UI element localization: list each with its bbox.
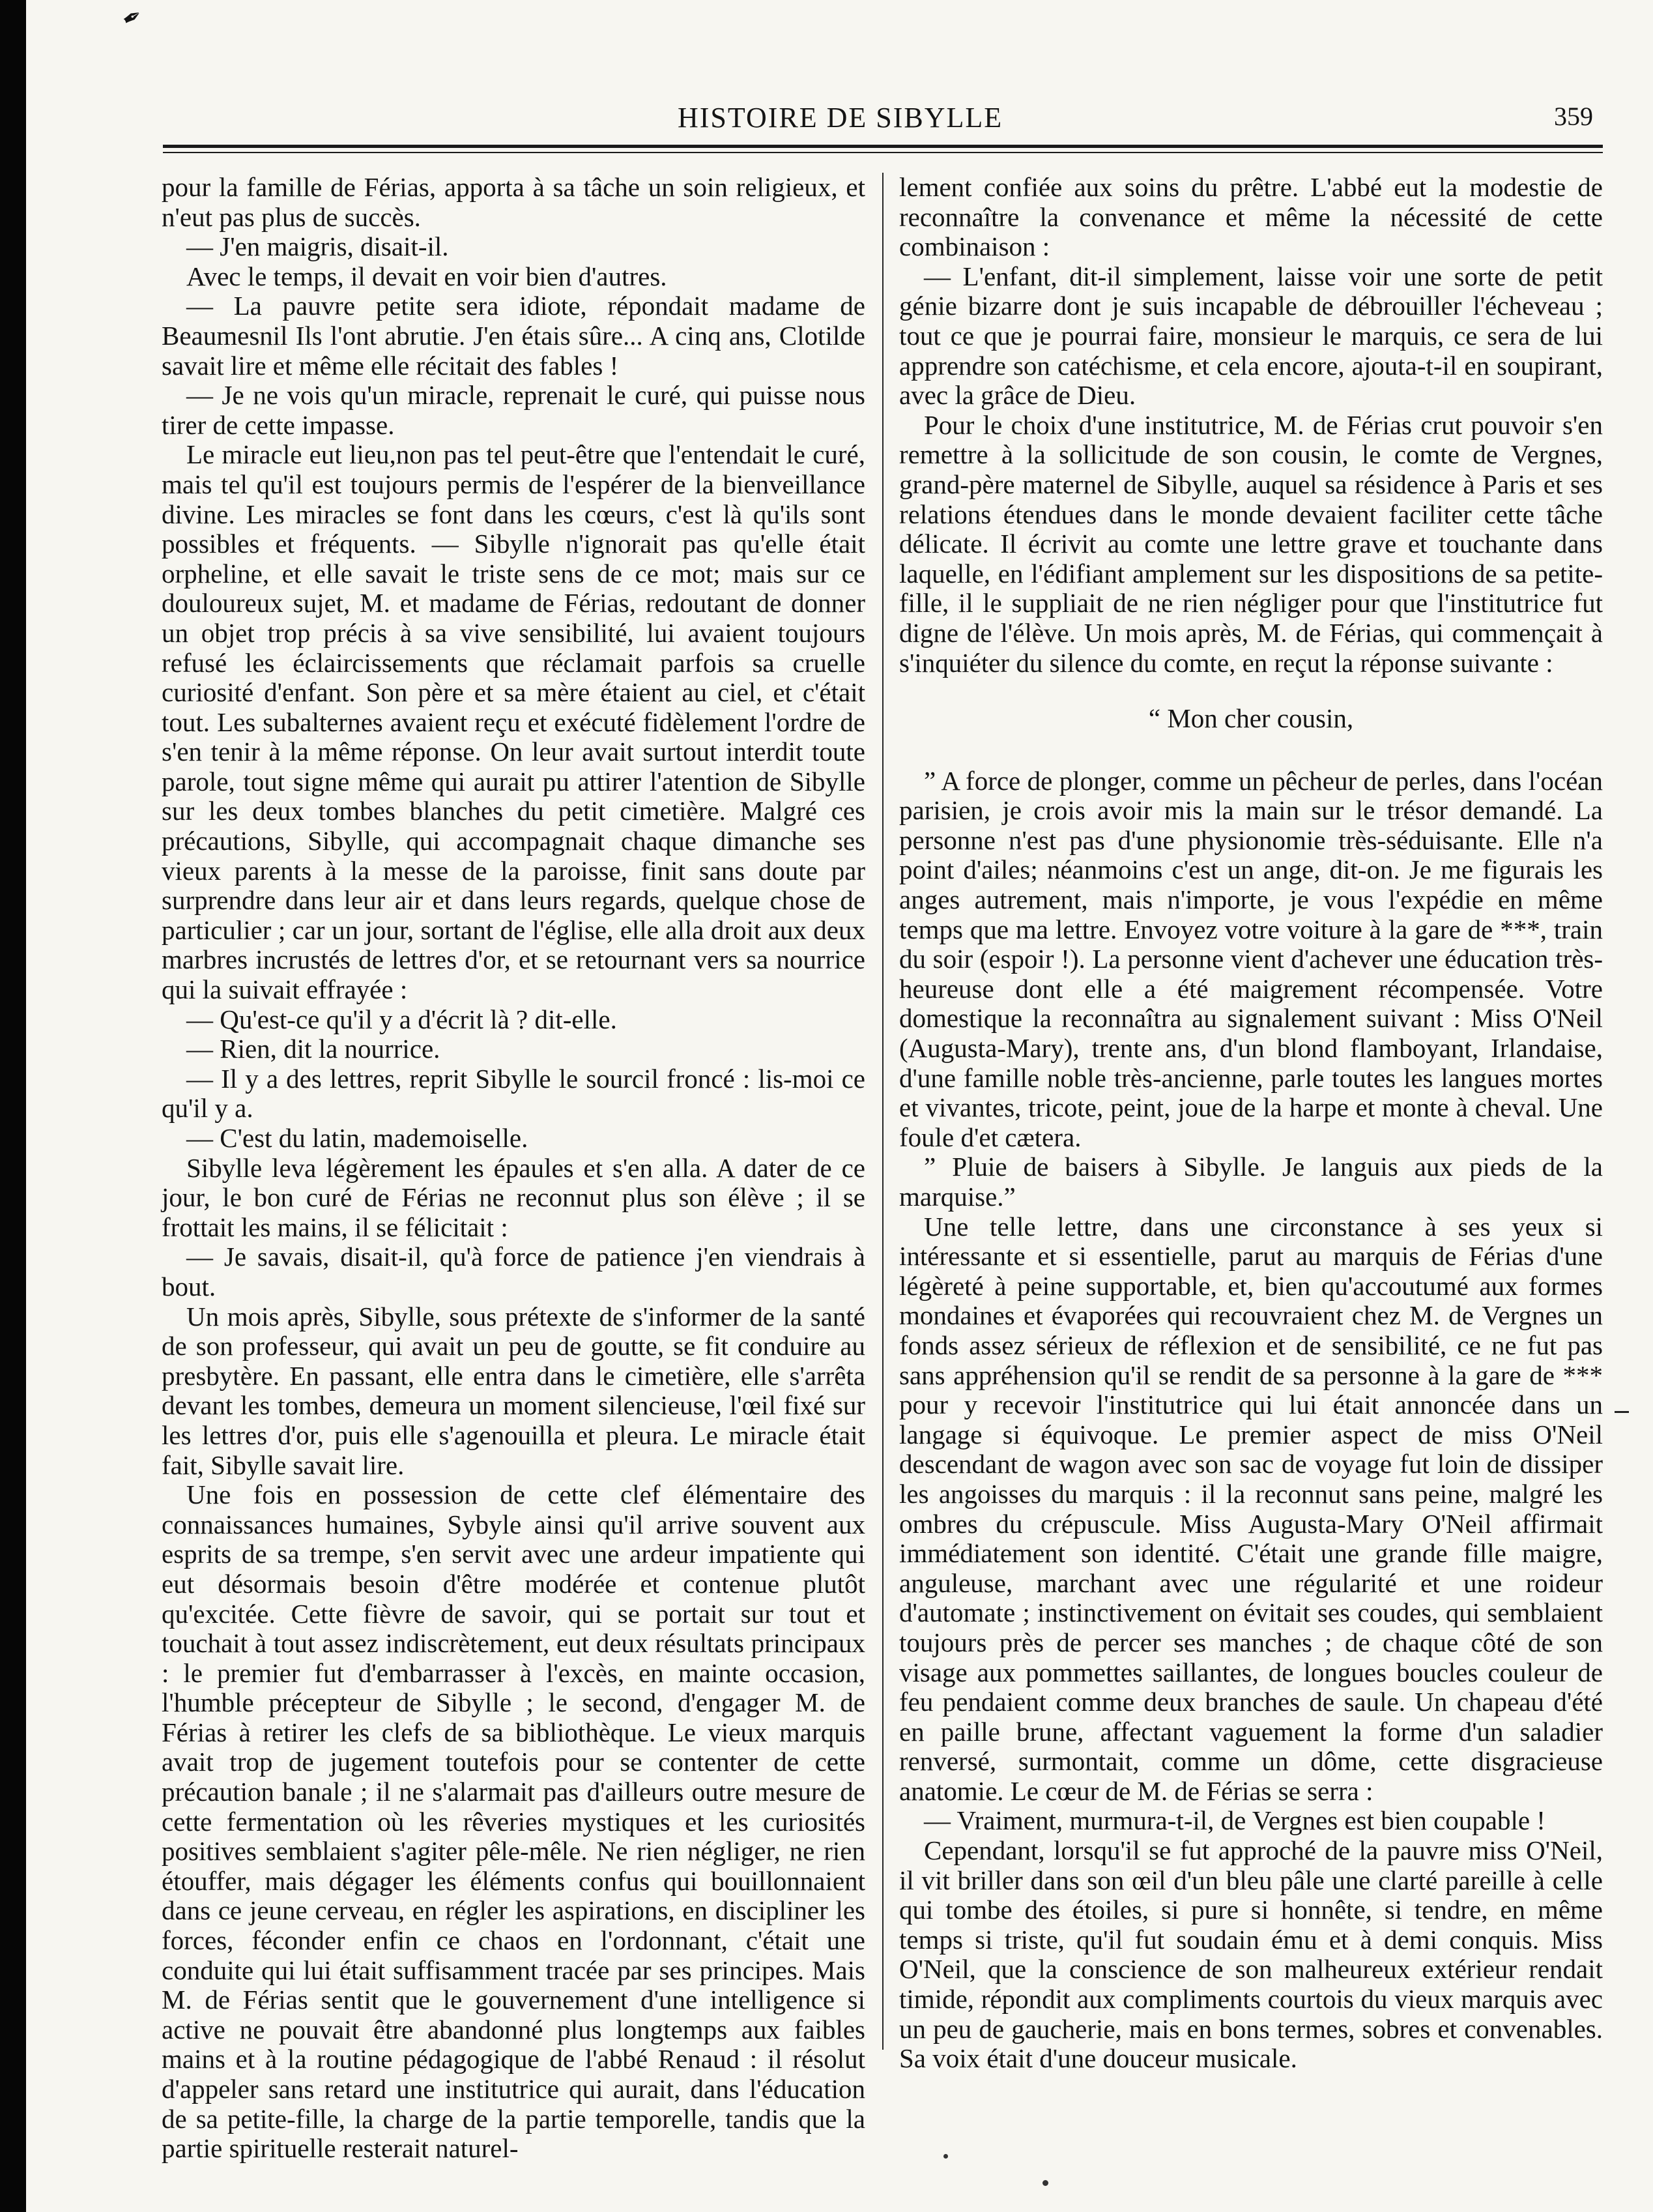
- paragraph: — Je savais, disait-il, qu'à force de patience j'en viendrais à bout.: [162, 1242, 865, 1302]
- paragraph: Une telle lettre, dans une circonstance à ses yeux si intéressante et si essentielle, parut au marquis de Férias d'une légèreté à peine supportable, et, bien qu'accoutumé aux formes mondaines et évaporées qui recouvraient chez M. de Vergnes un fonds assez sérieux de réflexion et de sensibilité, ce ne fut pas sans appréhension qu'il se rendit de sa personne à la gare de *** pour y recevoir l'institutrice qui lui était annoncée dans un langage si équivoque. Le premier aspect de miss O'Neil descendant de wagon avec son sac de voyage fut loin de dissiper les angoisses du marquis : il la reconnut sans peine, malgré les ombres du crépuscule. Miss Augusta-Mary O'Neil affirmait immédiatement son identité. C'était une grande fille maigre, anguleuse, marchant avec une régularité et une roideur d'automate ; instinctivement on évitait ses coudes, qui semblaient toujours près de percer ses manches ; de chaque côté de son visage aux pommettes saillantes, de longues boucles couleur de feu pendaient comme deux branches de saule. Un chapeau d'été en paille brune, affectant vaguement la forme d'un saladier renversé, surmontait, comme un dôme, cette disgracieuse anatomie. Le cœur de M. de Férias se serra :: [899, 1211, 1603, 1806]
- header-rule-thin: [163, 152, 1603, 153]
- paragraph: pour la famille de Férias, apporta à sa tâche un soin religieux, et n'eut pas plus de succès.: [162, 172, 865, 232]
- paragraph: — C'est du latin, mademoiselle.: [186, 1123, 528, 1153]
- letter-body: ” A force de plonger, comme un pêcheur de perles, dans l'océan parisien, je crois avoir mis la main sur le trésor demandé. La personne n'est pas d'une physionomie très-séduisante. Elle n'a point d'ailes; néanmoins c'est un ange, dit-on. Je me figurais les anges autrement, mais n'importe, je vous l'expédie en même temps que ma lettre. Envoyez votre voiture à la gare de ***, train du soir (espoir !). La personne vient d'achever une éducation très-heureuse dont elle a été maigrement récompensée. Votre domestique la reconnaîtra au signalement suivant : Miss O'Neil (Augusta-Mary), trente ans, d'un blond flamboyant, Irlandaise, d'une famille noble très-ancienne, parle toutes les langues mortes et vivantes, tricote, peint, joue de la harpe et monte à cheval. Une foule d'et cætera.: [899, 765, 1603, 1152]
- paragraph: Sibylle leva légèrement les épaules et s'en alla. A dater de ce jour, le bon curé de Férias ne reconnut plus son élève ; il se frottait les mains, il se félicitait :: [162, 1152, 865, 1242]
- paragraph: Cependant, lorsqu'il se fut approché de la pauvre miss O'Neil, il vit briller dans son œil d'un bleu pâle une clarté pareille à celle qui tombe des étoiles, si pure si honnête, si tendre, en même temps si triste, qu'il fut soudain ému et à demi conquis. Miss O'Neil, que la conscience de son malheureux extérieur rendait timide, répondit aux compliments courtois du vieux marquis avec un peu de gaucherie, mais en bons termes, sobres et convenables. Sa voix était d'une douceur musicale.: [899, 1835, 1603, 2074]
- paragraph: Une fois en possession de cette clef élémentaire des connaissances humaines, Sybyle ainsi qu'il arrive souvent aux esprits de sa trempe, s'en servit avec une ardeur impatiente qui eut désormais besoin d'être modérée et contenue plutôt qu'excitée. Cette fièvre de savoir, qui se portait sur tout et touchait à tout assez indiscrètement, eut deux résultats principaux : le premier fut d'embarrasser à l'excès, en mainte occasion, l'humble précepteur de Sibylle ; le second, d'engager M. de Férias à retirer les clefs de sa bibliothèque. Le vieux marquis avait trop de jugement toutefois pour se contenter de cette précaution banale ; il ne s'alarmait pas d'ailleurs outre mesure de cette fermentation où les rêveries mystiques et les curiosités positives semblaient s'agiter pêle-mêle. Ne rien négliger, ne rien étouffer, mais dégager les éléments confus qui bouillonnaient dans ce jeune cerveau, en régler les aspirations, en discipliner les forces, féconder enfin ce chaos en l'ordonnant, c'était une conduite qui lui était suffisamment tracée par ses principes. Mais M. de Férias sentit que le gouvernement d'une intelligence si active ne pouvait être abandonné plus longtemps aux faibles mains et à la routine pédagogique de l'abbé Renaud : il résolut d'appeler sans retard une institutrice qui aurait, dans l'éducation de sa petite-fille, la charge de la partie temporelle, tandis que la partie spirituelle resterait naturel-: [162, 1479, 865, 2164]
- ink-speck: [943, 2154, 948, 2159]
- paragraph: Un mois après, Sibylle, sous prétexte de s'informer de la santé de son professeur, qui avait un peu de goutte, se fit conduire au presbytère. En passant, elle entra dans le cimetière, elle s'arrêta devant les tombes, demeura un moment silencieuse, l'œil fixé sur les lettres d'or, puis elle s'agenouilla et pleura. Le miracle était fait, Sibylle savait lire.: [162, 1301, 865, 1480]
- paragraph: — La pauvre petite sera idiote, répondait madame de Beaumesnil Ils l'ont abrutie. J'en étais sûre... A cinq ans, Clotilde savait lire et même elle récitait des fables !: [162, 291, 865, 381]
- column-divider: [882, 173, 884, 2050]
- letter-salutation: “ Mon cher cousin,: [1148, 703, 1354, 734]
- text-column-right: [899, 173, 1603, 2076]
- ink-speck: [1042, 2180, 1048, 2186]
- paragraph: — Je ne vois qu'un miracle, reprenait le curé, qui puisse nous tirer de cette impasse.: [162, 380, 865, 440]
- margin-mark: [1615, 1411, 1629, 1413]
- paragraph: Avec le temps, il devait en voir bien d'autres.: [186, 261, 667, 291]
- paragraph: — Rien, dit la nourrice.: [186, 1034, 440, 1064]
- paragraph: — J'en maigris, disait-il.: [186, 231, 449, 262]
- text-column-left: [162, 172, 865, 2164]
- paragraph: — Qu'est-ce qu'il y a d'écrit là ? dit-elle.: [186, 1004, 617, 1034]
- paragraph: Le miracle eut lieu,non pas tel peut-être que l'entendait le curé, mais tel qu'il est toujours permis de l'espérer de la bienveillance divine. Les miracles se font dans les cœurs, c'est là qu'ils sont possibles et fréquents. — Sibylle n'ignorait pas qu'elle était orpheline, et elle savait le triste sens de ce mot; mais sur ce douloureux sujet, M. et madame de Férias, redoutant de donner un objet trop précis à sa vive sensibilité, lui avaient toujours refusé les éclaircissements que réclamait parfois sa cruelle curiosité d'enfant. Son père et sa mère étaient au ciel, et c'était tout. Les subalternes avaient reçu et exécuté fidèlement l'ordre de s'en tenir à la même réponse. On leur avait surtout interdit toute parole, tout signe même qui aurait pu attirer l'atention de Sibylle sur les deux tombes blanches du petit cimetière. Malgré ces précautions, Sibylle, qui accompagnait chaque dimanche ses vieux parents à la messe de la paroisse, finit sans doute par surprendre dans leur air et dans leurs regards, quelque chose de particulier ; car un jour, sortant de l'église, elle alla droit aux deux marbres incrustés de lettres d'or, et se retournant vers sa nourrice qui la suivait effrayée :: [162, 439, 865, 1005]
- paragraph: — L'enfant, dit-il simplement, laisse voir une sorte de petit génie bizarre dont je suis incapable de débrouiller l'écheveau ; tout ce que je pourrai faire, monsieur le marquis, ce sera de lui apprendre son catéchisme, et cela encore, ajouta-t-il en soupirant, avec la grâce de Dieu.: [899, 261, 1603, 411]
- ink-mark: ✒: [117, 1, 148, 34]
- paragraph: lement confiée aux soins du prêtre. L'abbé eut la modestie de reconnaître la convenance et même la nécessité de cette combinaison :: [899, 172, 1603, 262]
- running-title: HISTOIRE DE SIBYLLE: [678, 102, 1003, 134]
- paragraph: Pour le choix d'une institutrice, M. de Férias crut pouvoir s'en remettre à la sollicitude de son cousin, le comte de Vergnes, grand-père maternel de Sibylle, auquel sa résidence à Paris et ses relations étendues dans le monde devaient faciliter cette tâche délicate. Il écrivit au comte une lettre grave et touchante dans laquelle, en l'édifiant amplement sur les dispositions de sa petite-fille, il le suppliait de ne rien négliger pour que l'institutrice fut digne de l'élève. Un mois après, M. de Férias, qui commençait à s'inquiéter du silence du comte, en reçut la réponse suivante :: [899, 409, 1603, 678]
- paragraph: — Vraiment, murmura-t-il, de Vergnes est bien coupable !: [924, 1805, 1545, 1836]
- page-number: 359: [1554, 102, 1593, 131]
- letter-closing: ” Pluie de baisers à Sibylle. Je languis aux pieds de la marquise.”: [899, 1152, 1603, 1212]
- header-rule: [163, 145, 1603, 148]
- paragraph: — Il y a des lettres, reprit Sibylle le sourcil froncé : lis-moi ce qu'il y a.: [162, 1063, 865, 1124]
